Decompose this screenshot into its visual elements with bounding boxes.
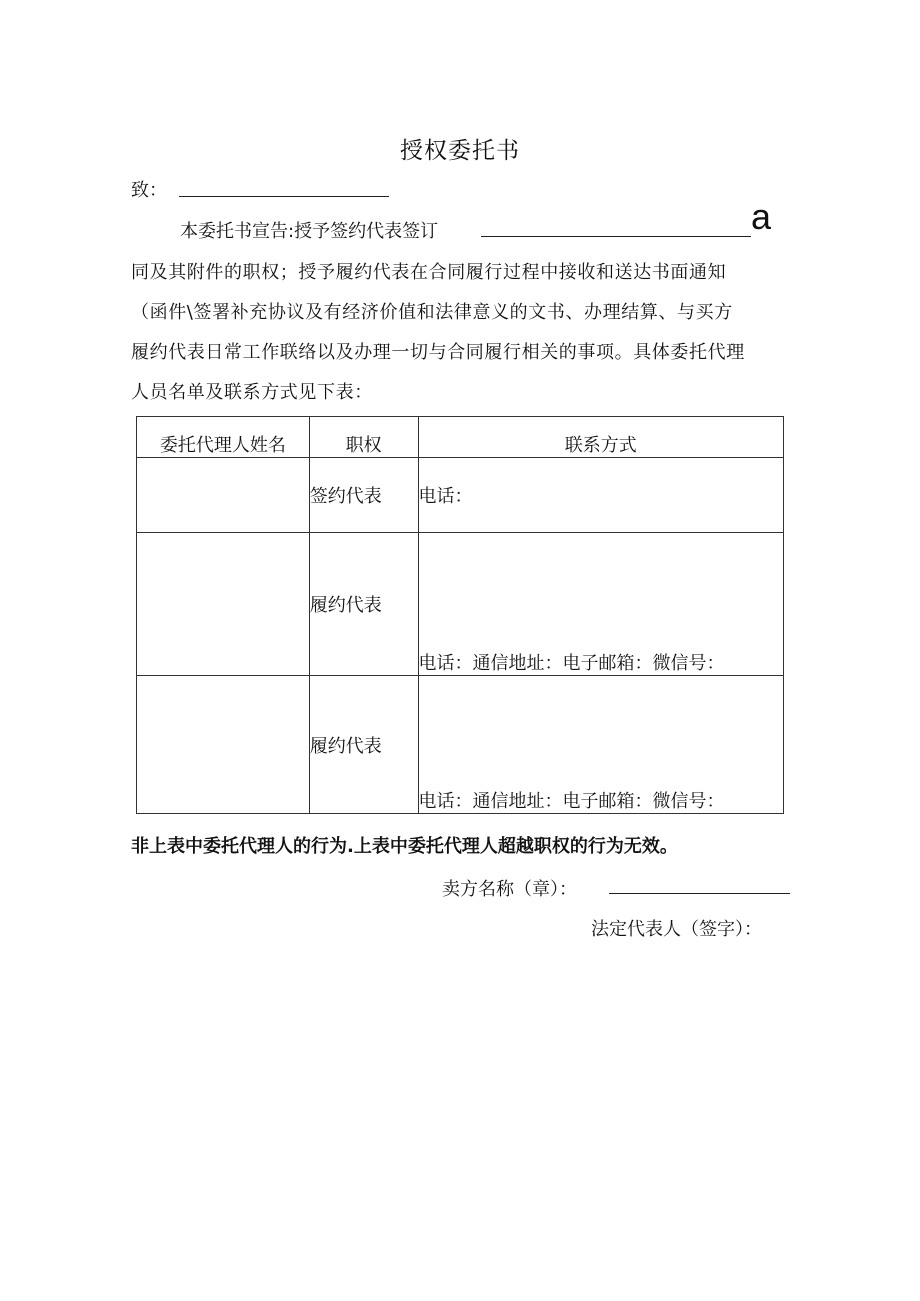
body-line-1: 同及其附件的职权；授予履约代表在合同履行过程中接收和送达书面通知 <box>131 262 727 283</box>
table-row <box>137 533 784 676</box>
body-line-3: 履约代表日常工作联络以及办理一切与合同履行相关的事项。具体委托代理 <box>131 342 745 363</box>
addressee-blank <box>179 196 389 197</box>
document-title: 授权委托书 <box>400 138 520 164</box>
body-line-4: 人员名单及联系方式见下表： <box>131 382 373 403</box>
contact-cell: 电话：通信地址：电子邮箱：微信号： <box>418 676 783 814</box>
intro-suffix: a <box>751 196 772 237</box>
legal-rep-label: 法定代表人（签字）： <box>591 919 762 940</box>
contact-cell: 电话： <box>418 458 783 533</box>
table-row <box>137 676 784 814</box>
table-row <box>137 458 784 533</box>
seller-name-blank <box>609 893 790 894</box>
agent-name-cell <box>137 676 310 814</box>
contact-cell: 电话：通信地址：电子邮箱：微信号： <box>418 533 783 676</box>
agent-name-cell <box>137 533 310 676</box>
header-agent-name: 委托代理人姓名 <box>137 417 310 458</box>
seller-name-label: 卖方名称（章）： <box>442 879 577 900</box>
validity-notice: 非上表中委托代理人的行为.上表中委托代理人超越职权的行为无效。 <box>131 836 678 857</box>
role-cell: 签约代表 <box>309 458 418 533</box>
signing-rep-blank <box>481 236 751 237</box>
agents-table <box>136 416 784 814</box>
addressee-label: 致： <box>131 180 167 201</box>
agent-name-cell <box>137 458 310 533</box>
body-line-2: （函件\签署补充协议及有经济价值和法律意义的文书、办理结算、与买方 <box>131 302 733 323</box>
header-authority: 职权 <box>309 417 418 458</box>
intro-text: 本委托书宣告:授予签约代表签订 <box>180 221 439 242</box>
header-contact: 联系方式 <box>418 417 783 458</box>
role-cell: 履约代表 <box>309 533 418 676</box>
table-header-row <box>137 417 784 458</box>
role-cell: 履约代表 <box>309 676 418 814</box>
